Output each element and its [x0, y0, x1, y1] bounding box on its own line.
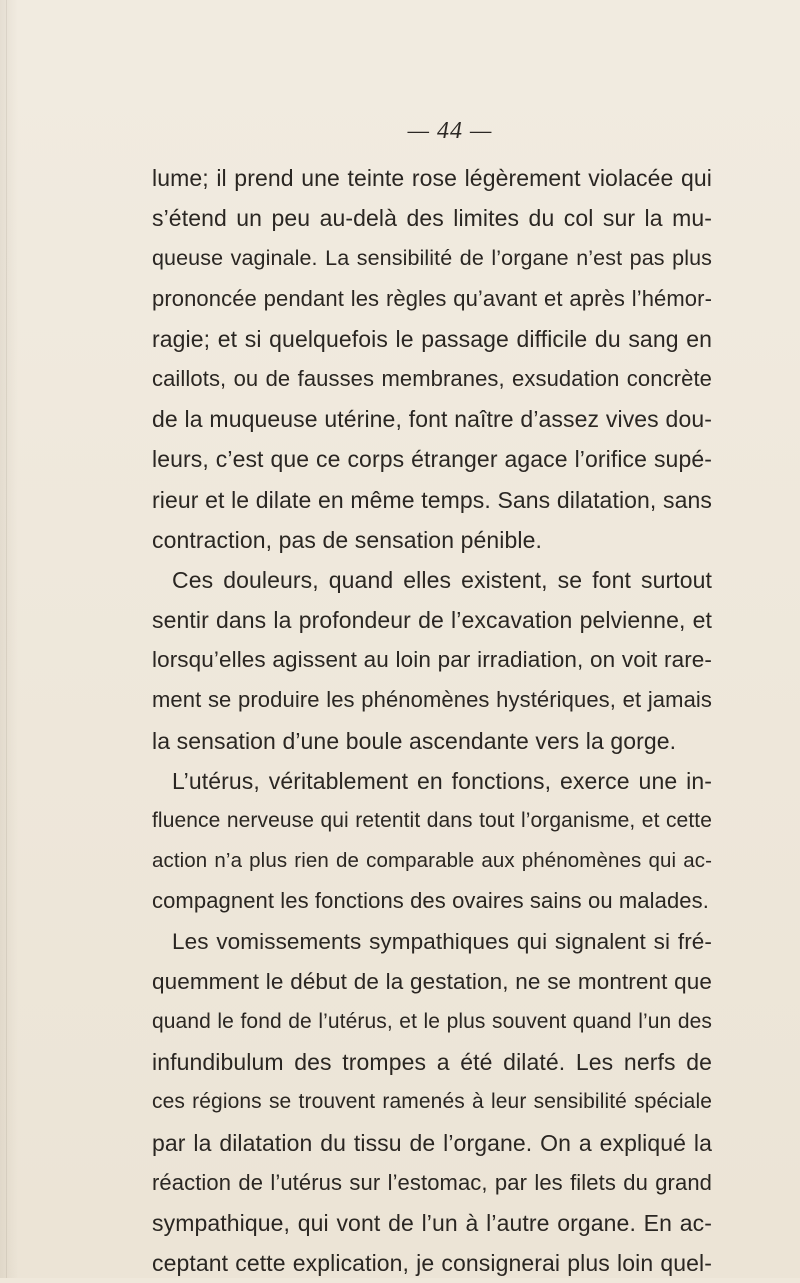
text-line: réaction de l’utérus sur l’estomac, par les filets du grand: [152, 1169, 712, 1195]
text-line: caillots, ou de fausses membranes, exsudation concrète: [152, 365, 712, 391]
text-line: queuse vaginale. La sensibilité de l’organe n’est pas plus: [152, 246, 712, 271]
text-line: par la dilatation du tissu de l’organe. On a expliqué la: [152, 1129, 712, 1156]
text-line: ceptant cette explication, je consignerai plus loin quel-: [152, 1250, 712, 1277]
text-line: L’utérus, véritablement en fonctions, exerce une in-: [172, 767, 712, 794]
body-text: [152, 158, 712, 1283]
text-line: lorsqu’elles agissent au loin par irradiation, on voit rare-: [152, 647, 712, 673]
page-edge-shadow: [6, 0, 7, 1278]
text-line: quemment le début de la gestation, ne se montrent que: [152, 968, 712, 994]
text-line: Ces douleurs, quand elles existent, se font surtout: [172, 566, 712, 593]
text-line: sentir dans la profondeur de l’excavation pelvienne, et: [152, 607, 712, 634]
text-line: leurs, c’est que ce corps étranger agace l’orifice supé-: [152, 446, 712, 473]
page-number: — 44 —: [407, 118, 493, 144]
text-line: s’étend un peu au-delà des limites du col sur la mu-: [152, 205, 712, 232]
text-line: la sensation d’une boule ascendante vers la gorge.: [152, 727, 677, 754]
text-line: prononcée pendant les règles qu’avant et après l’hémor-: [152, 285, 712, 311]
text-line: ment se produire les phénomènes hystériques, et jamais: [152, 687, 712, 713]
text-line: fluence nerveuse qui retentit dans tout l’organisme, et cette: [152, 809, 712, 832]
text-line: lume; il prend une teinte rose légèrement violacée qui: [152, 165, 712, 191]
text-line: infundibulum des trompes a été dilaté. Les nerfs de: [152, 1049, 712, 1076]
text-line: contraction, pas de sensation pénible.: [152, 526, 542, 553]
text-line: sympathique, qui vont de l’un à l’autre organe. En ac-: [152, 1209, 712, 1236]
text-line: Les vomissements sympathiques qui signalent si fré-: [172, 928, 712, 954]
text-line: action n’a plus rien de comparable aux phénomènes qui ac-: [152, 849, 712, 873]
text-line: compagnent les fonctions des ovaires sains ou malades.: [152, 888, 709, 914]
text-line: quand le fond de l’utérus, et le plus souvent quand l’un des: [152, 1009, 712, 1033]
text-line: ces régions se trouvent ramenés à leur sensibilité spéciale: [152, 1090, 712, 1114]
text-line: rieur et le dilate en même temps. Sans dilatation, sans: [152, 486, 712, 513]
text-line: de la muqueuse utérine, font naître d’assez vives dou-: [152, 406, 712, 433]
text-line: ragie; et si quelquefois le passage difficile du sang en: [152, 325, 712, 352]
